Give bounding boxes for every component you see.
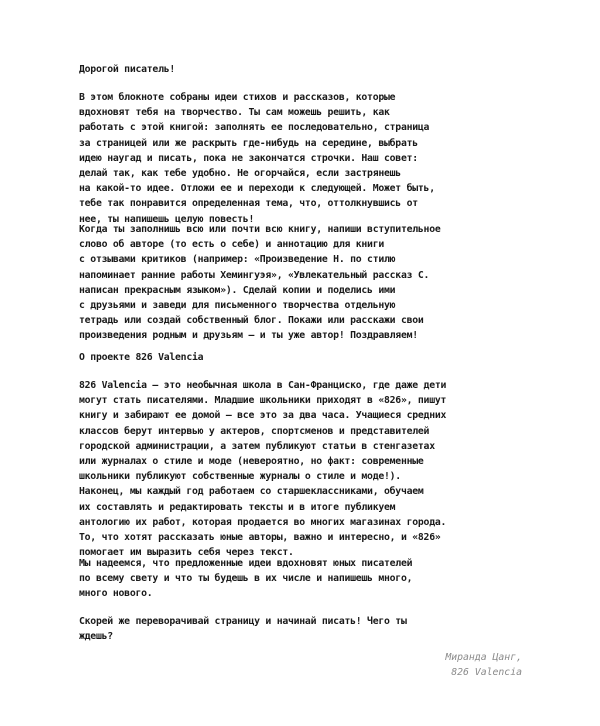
signature-org: 826 Valencia — [451, 667, 522, 679]
hope-paragraph: Мы надеемся, что предложенные идеи вдохновят юных писателей по всему свету и что ты будешь в их числе и напишешь много, много нового. — [79, 558, 413, 600]
signature-name: Миранда Цанг, — [445, 652, 522, 663]
about-paragraph: 826 Valencia — это необычная школа в Сан-Франциско, где даже дети могут стать писателями. Младшие школьники приходят в «826», пишут книгу и забирают ее домой — все это за два часа. Учащиеся средних классов берут интервью у актеров, спортсменов и представителей городской администрации, а затем публикуют статьи в стенгазетах или журналах о стиле и моде (невероятно, но факт: современные школьники публикуют собственные журналы о стиле и моде!). Наконец, мы каждый год работаем со старшеклассниками, обучаем их составлять и редактировать тексты и в итоге публикуем антологию их работ, которая продается во многих магазинах города. То, что хотят рассказать юные авторы, важно и интересно, и «826» помогает им выразить себя через текст. — [79, 380, 447, 559]
instructions-paragraph: Когда ты заполнишь всю или почти всю книгу, напиши вступительное слово об авторе (то есть о себе) и аннотацию для книги с отзывами критиков (например: «Произведение Н. по стилю напоминает ранние работы Хемингуэя», «Увлекательный рассказ С. написан прекрасным языком»). Сделай копии и поделись ими с друзьями и заведи для письменного творчества отдельную тетрадь или создай собственный блог. Покажи или расскажи свои произведения родным и друзьям — и ты уже автор! Поздравляем! — [79, 224, 441, 342]
greeting: Дорогой писатель! — [79, 64, 176, 75]
closing-paragraph: Скорей же переворачивай страницу и начинай писать! Чего ты ждешь? — [79, 616, 407, 643]
section-title: О проекте 826 Valencia — [79, 352, 204, 363]
signature — [322, 650, 522, 680]
intro-paragraph: В этом блокноте собраны идеи стихов и рассказов, которые вдохновят тебя на творчество. Ты сам можешь решить, как работать с этой книгой: заполнять ее последовательно, страница за страницей или же раскрыть где-нибудь на середине, выбрать идею наугад и писать, пока не закончатся строчки. Наш совет: делай так, как тебе удобно. Не огорчайся, если застрянешь на какой-то идее. Отложи ее и переходи к следующей. Может быть, тебе так понравится определенная тема, что, оттолкнувшись от нее, ты напишешь целую повесть! — [79, 92, 435, 225]
